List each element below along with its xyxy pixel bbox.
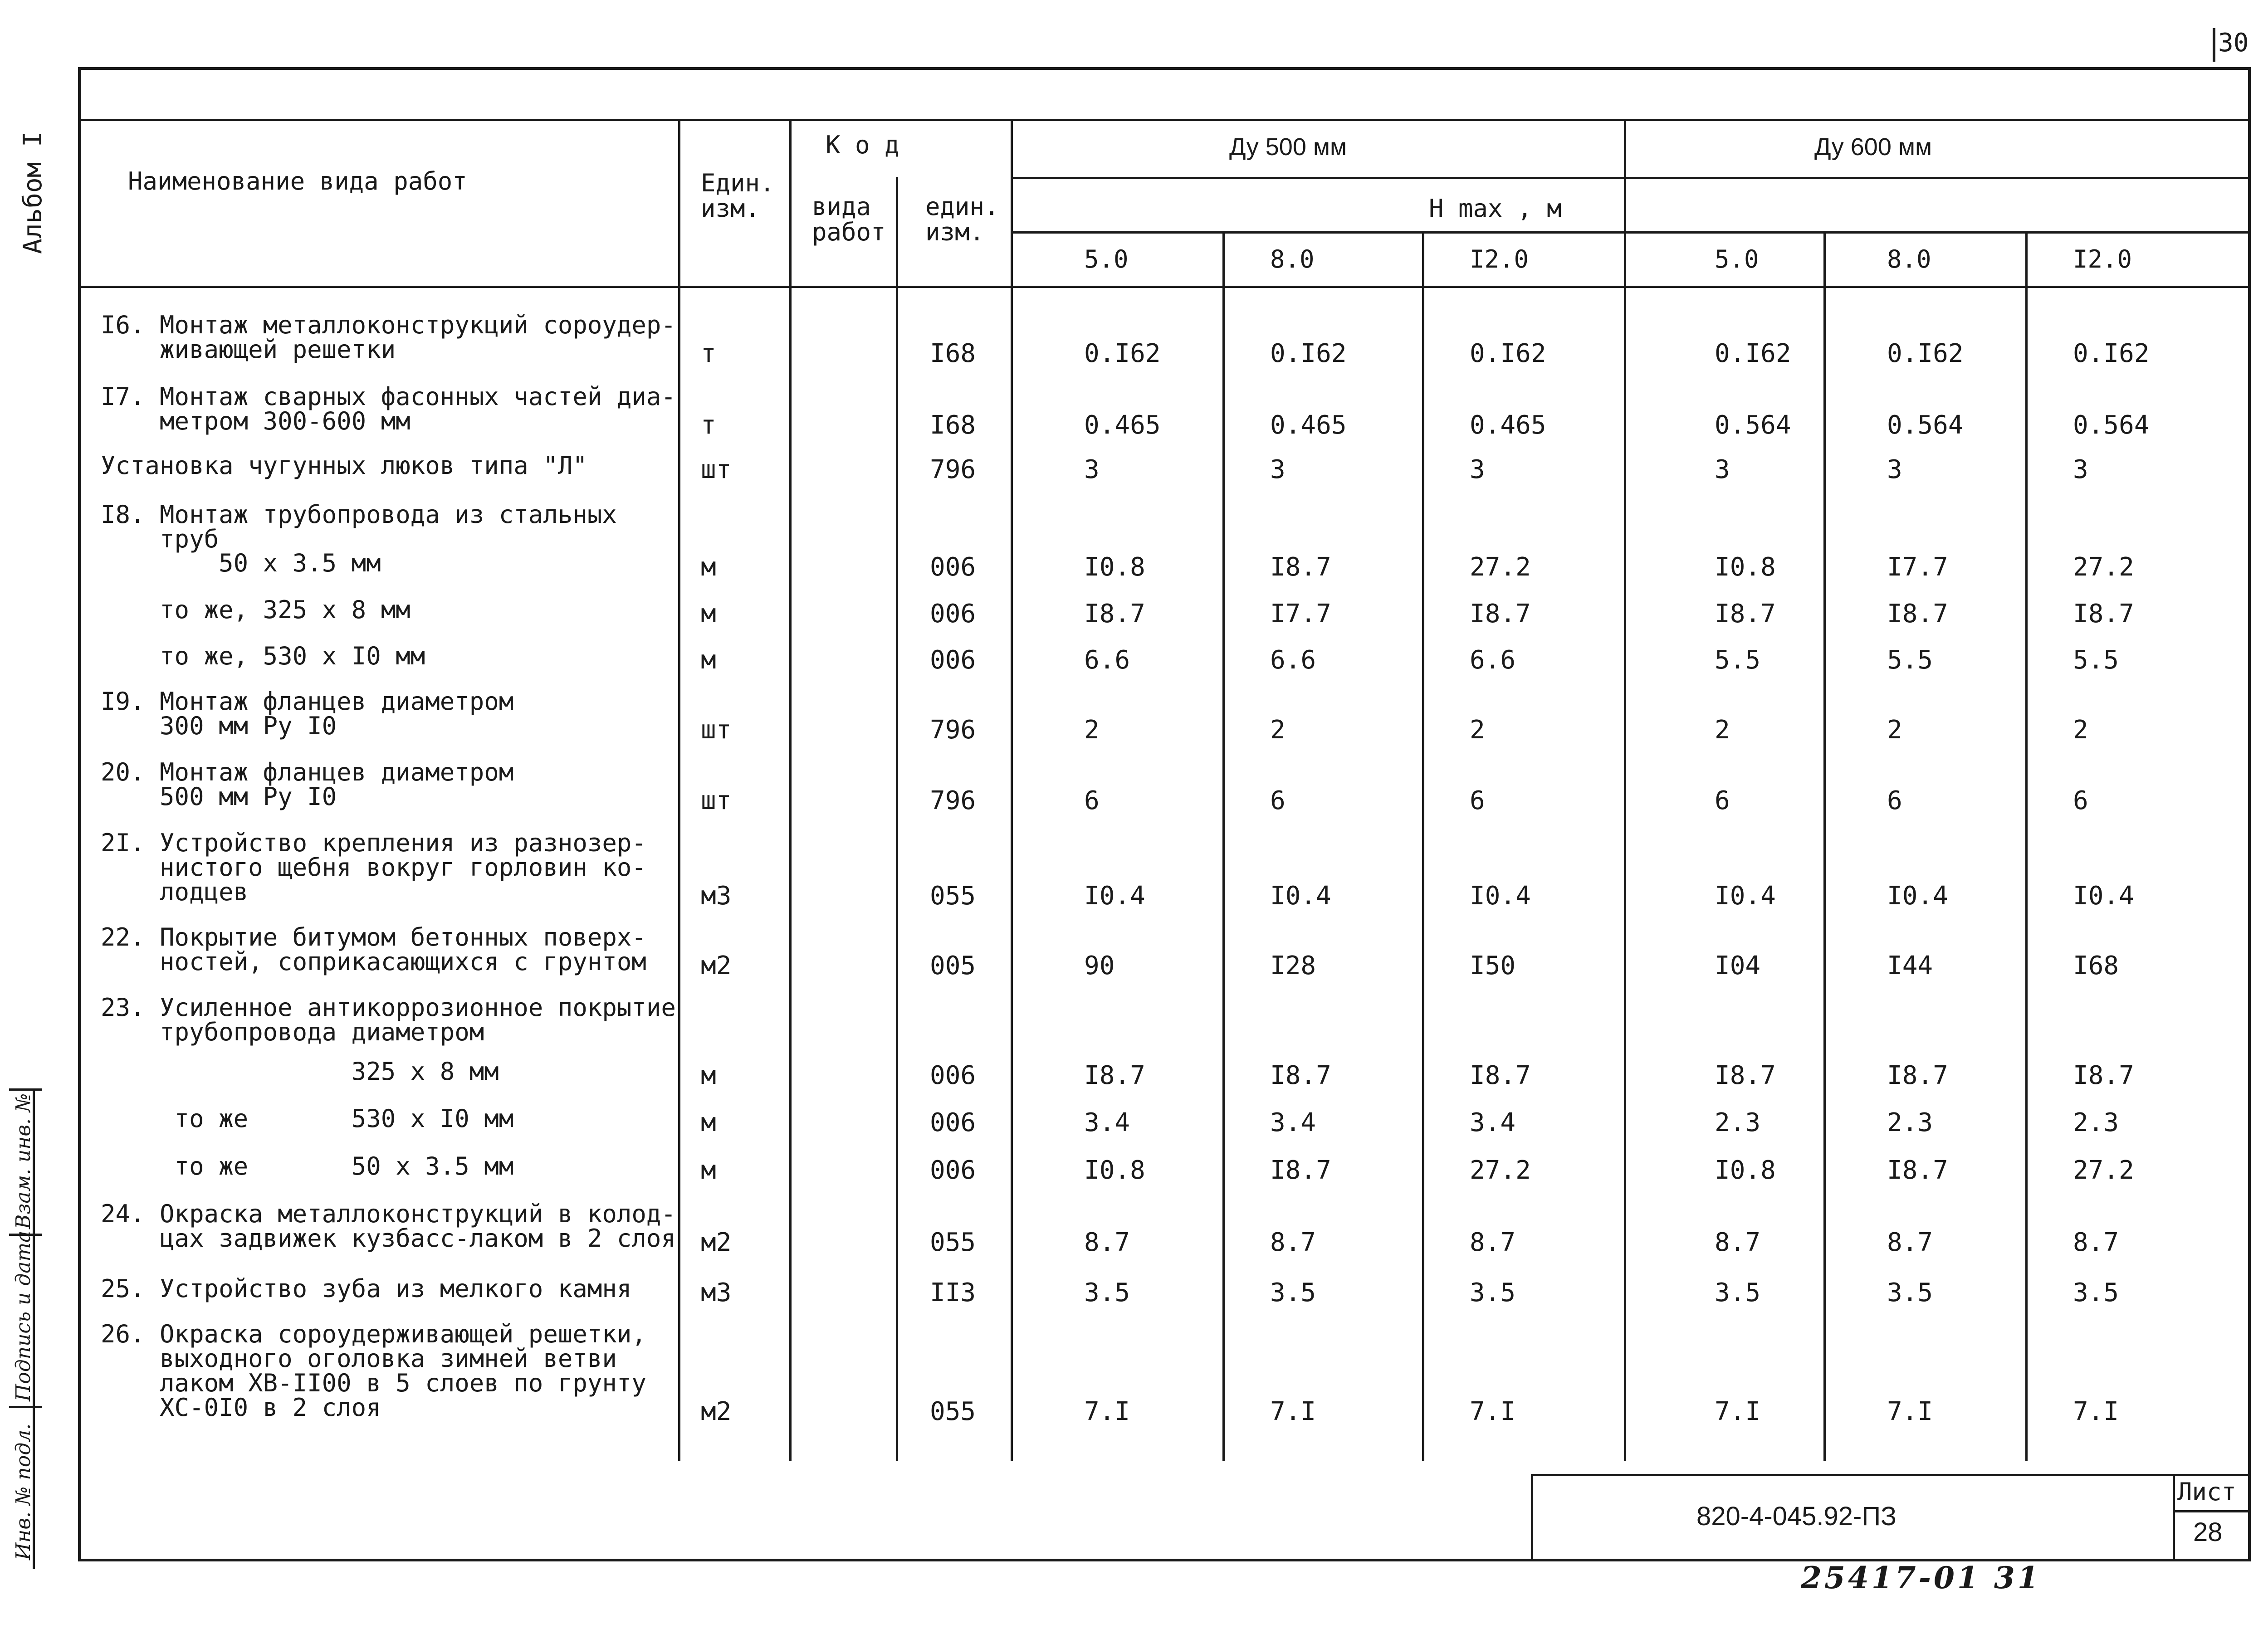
value-cell: I28	[1270, 951, 1316, 980]
value-cell: 2	[1470, 715, 1485, 745]
value-cell: 6	[1715, 786, 1730, 815]
value-cell: I8.7	[1270, 552, 1331, 582]
work-name: то же, 530 х I0 мм	[101, 642, 425, 670]
value-cell: I0.4	[2073, 881, 2134, 911]
value-cell: 0.I62	[2073, 339, 2150, 368]
work-name: то же 50 х 3.5 мм	[101, 1152, 514, 1180]
value-cell: 3	[1084, 455, 1100, 484]
unit-cell: шт	[701, 715, 732, 745]
work-name: 2I. Устройство крепления из разнозер- нистого щебня вокруг горловин ко- лодцев	[101, 829, 646, 906]
unit-cell: м	[701, 1156, 716, 1185]
value-cell: 0.I62	[1887, 339, 1964, 368]
value-cell: 27.2	[2073, 1156, 2134, 1185]
value-cell: 3.4	[1084, 1108, 1130, 1137]
value-cell: 0.465	[1270, 410, 1347, 440]
value-cell: 7.I	[2073, 1397, 2119, 1426]
code-cell: 796	[930, 455, 976, 484]
value-cell: 3	[1887, 455, 1902, 484]
work-name: 23. Усиленное антикоррозионное покрытие трубопровода диаметром	[101, 993, 676, 1046]
value-cell: 6.6	[1470, 645, 1516, 675]
value-cell: 27.2	[1470, 1156, 1531, 1185]
value-cell: I8.7	[1084, 599, 1145, 629]
work-name: 24. Окраска металлоконструкций в колод- цах задвижек кузбасс-лаком в 2 слоя	[101, 1200, 676, 1253]
value-cell: I0.8	[1715, 1156, 1776, 1185]
value-cell: I0.8	[1715, 552, 1776, 582]
sheet-number: 28	[2193, 1517, 2223, 1547]
work-name: Установка чугунных люков типа "Л"	[101, 451, 587, 480]
value-cell: I7.7	[1887, 552, 1948, 582]
work-name: 25. Устройство зуба из мелкого камня	[101, 1274, 632, 1303]
work-name: 20. Монтаж фланцев диаметром 500 мм Ру I0	[101, 758, 514, 811]
value-cell: 6	[1270, 786, 1286, 815]
value-cell: 0.I62	[1470, 339, 1546, 368]
header-code-unit: един. изм.	[925, 192, 999, 246]
unit-cell: м	[701, 1108, 716, 1137]
value-cell: I8.7	[1887, 1156, 1948, 1185]
header-group-500: Ду 500 мм	[1229, 133, 1347, 161]
value-cell: 6	[1887, 786, 1902, 815]
unit-cell: м	[701, 599, 716, 629]
footer-left-line	[1531, 1474, 1533, 1561]
value-cell: 2	[1084, 715, 1100, 745]
footer-sheet-line	[2173, 1510, 2251, 1512]
unit-cell: м2	[701, 951, 732, 980]
code-cell: I68	[930, 339, 976, 368]
work-name: то же 530 х I0 мм	[101, 1104, 514, 1133]
code-cell: 055	[930, 1228, 976, 1257]
work-name: I8. Монтаж трубопровода из стальных труб	[101, 500, 617, 553]
value-cell: 5.5	[1887, 645, 1933, 675]
header-hmax: H max , м	[1429, 194, 1562, 223]
value-cell: I8.7	[1470, 1061, 1531, 1090]
value-cell: 6	[1470, 786, 1485, 815]
work-name: то же, 325 х 8 мм	[101, 595, 411, 624]
value-cell: I0.4	[1887, 881, 1948, 911]
header-height-1: 5.0	[1084, 245, 1129, 273]
code-cell: 006	[930, 1061, 976, 1090]
value-cell: 8.7	[1084, 1228, 1130, 1257]
value-cell: 3	[1715, 455, 1730, 484]
value-cell: 3.4	[1270, 1108, 1316, 1137]
code-cell: 006	[930, 552, 976, 582]
value-cell: 0.564	[2073, 410, 2150, 440]
header-work-name: Наименование вида работ	[128, 167, 467, 195]
value-cell: I50	[1470, 951, 1516, 980]
value-cell: 3	[1270, 455, 1286, 484]
value-cell: 3.5	[1887, 1278, 1933, 1307]
col-divider-code-unit	[896, 177, 898, 1461]
value-cell: I7.7	[1270, 599, 1331, 629]
value-cell: 2	[1887, 715, 1902, 745]
value-cell: 90	[1084, 951, 1115, 980]
document-code: 820-4-045.92-ПЗ	[1696, 1502, 1897, 1531]
value-cell: 0.564	[1887, 410, 1964, 440]
col-divider-unit	[678, 119, 680, 1461]
value-cell: I68	[2073, 951, 2119, 980]
col-divider-group	[1624, 119, 1626, 1461]
unit-cell: м3	[701, 881, 732, 911]
code-cell: 006	[930, 645, 976, 675]
unit-cell: м	[701, 1061, 716, 1090]
value-cell: I0.8	[1084, 552, 1145, 582]
unit-cell: м	[701, 645, 716, 675]
col-divider-h12-600	[2025, 231, 2028, 1461]
stamp-label-inventory: Инв. № подл.	[12, 1423, 35, 1560]
value-cell: I8.7	[2073, 599, 2134, 629]
value-cell: I8.7	[1887, 1061, 1948, 1090]
value-cell: 27.2	[2073, 552, 2134, 582]
col-divider-values	[1011, 119, 1013, 1461]
code-cell: 055	[930, 881, 976, 911]
value-cell: 2.3	[2073, 1108, 2119, 1137]
value-cell: 3	[1470, 455, 1485, 484]
value-cell: I8.7	[1887, 599, 1948, 629]
value-cell: 8.7	[2073, 1228, 2119, 1257]
header-height-3: I2.0	[1470, 245, 1529, 273]
sheet-label: Лист	[2177, 1478, 2237, 1506]
value-cell: 5.5	[2073, 645, 2119, 675]
header-unit: Един. изм.	[701, 169, 775, 223]
work-name: 325 х 8 мм	[101, 1057, 499, 1086]
handwritten-number: 25417-01 31	[1801, 1560, 2041, 1595]
code-cell: 796	[930, 715, 976, 745]
work-name: I6. Монтаж металлоконструкций сороудер- живающей решетки	[101, 311, 676, 364]
value-cell: 0.I62	[1270, 339, 1347, 368]
unit-cell: м3	[701, 1278, 732, 1307]
value-cell: 0.I62	[1715, 339, 1791, 368]
header-height-5: 8.0	[1887, 245, 1931, 273]
value-cell: 2	[1270, 715, 1286, 745]
value-cell: 7.I	[1887, 1397, 1933, 1426]
value-cell: 7.I	[1270, 1397, 1316, 1426]
value-cell: I0.8	[1084, 1156, 1145, 1185]
work-name: I9. Монтаж фланцев диаметром 300 мм Ру I0	[101, 687, 514, 740]
value-cell: I0.4	[1270, 881, 1331, 911]
value-cell: 27.2	[1470, 552, 1531, 582]
unit-cell: м2	[701, 1228, 732, 1257]
code-cell: 006	[930, 1108, 976, 1137]
stamp-divider	[9, 1088, 42, 1091]
value-cell: 3.5	[1470, 1278, 1516, 1307]
value-cell: 0.465	[1084, 410, 1161, 440]
unit-cell: шт	[701, 455, 732, 484]
value-cell: 0.I62	[1084, 339, 1161, 368]
value-cell: 2	[1715, 715, 1730, 745]
value-cell: I8.7	[1715, 599, 1776, 629]
header-top-line	[78, 119, 2251, 121]
header-height-2: 8.0	[1270, 245, 1315, 273]
value-cell: 8.7	[1887, 1228, 1933, 1257]
page-number: 30	[2218, 28, 2249, 58]
header-group-600: Ду 600 мм	[1814, 133, 1932, 161]
code-cell: II3	[930, 1278, 976, 1307]
stamp-divider	[9, 1406, 42, 1408]
value-cell: 3.5	[1715, 1278, 1761, 1307]
value-cell: I0.4	[1470, 881, 1531, 911]
value-cell: I04	[1715, 951, 1761, 980]
footer-sheet-divider	[2173, 1474, 2175, 1561]
value-cell: 3	[2073, 455, 2088, 484]
header-height-4: 5.0	[1715, 245, 1759, 273]
album-label: Альбом I	[18, 132, 48, 254]
unit-cell: шт	[701, 786, 732, 815]
value-cell: 7.I	[1084, 1397, 1130, 1426]
col-divider-h8-600	[1823, 231, 1826, 1461]
code-cell: 006	[930, 1156, 976, 1185]
value-cell: 6	[1084, 786, 1100, 815]
value-cell: 8.7	[1270, 1228, 1316, 1257]
code-cell: 796	[930, 786, 976, 815]
value-cell: 7.I	[1470, 1397, 1516, 1426]
value-cell: I8.7	[1270, 1156, 1331, 1185]
value-cell: I8.7	[1084, 1061, 1145, 1090]
page-number-bar	[2213, 28, 2215, 62]
code-cell: 055	[930, 1397, 976, 1426]
value-cell: I8.7	[2073, 1061, 2134, 1090]
header-height-line	[1011, 231, 2251, 234]
unit-cell: м	[701, 552, 716, 582]
unit-cell: т	[701, 339, 716, 368]
stamp-label-signature: Подпись и дата	[12, 1230, 35, 1401]
value-cell: 3.5	[1084, 1278, 1130, 1307]
value-cell: 7.I	[1715, 1397, 1761, 1426]
value-cell: I8.7	[1470, 599, 1531, 629]
code-cell: 005	[930, 951, 976, 980]
col-divider-h12-500	[1422, 231, 1424, 1461]
work-name: I7. Монтаж сварных фасонных частей диа- метром 300-600 мм	[101, 382, 676, 435]
work-name: 22. Покрытие битумом бетонных поверх- ностей, соприкасающихся с грунтом	[101, 923, 646, 976]
value-cell: 6	[2073, 786, 2088, 815]
header-bottom-line	[78, 286, 2251, 288]
value-cell: 3.5	[1270, 1278, 1316, 1307]
value-cell: 2.3	[1715, 1108, 1761, 1137]
work-name: 50 х 3.5 мм	[101, 549, 381, 577]
value-cell: 5.5	[1715, 645, 1761, 675]
value-cell: 0.465	[1470, 410, 1546, 440]
code-cell: 006	[930, 599, 976, 629]
header-code: К о д	[826, 131, 899, 159]
code-cell: I68	[930, 410, 976, 440]
unit-cell: т	[701, 410, 716, 440]
value-cell: I44	[1887, 951, 1933, 980]
value-cell: I8.7	[1270, 1061, 1331, 1090]
value-cell: 8.7	[1470, 1228, 1516, 1257]
header-sub-line	[1011, 177, 2251, 179]
unit-cell: м2	[701, 1397, 732, 1426]
value-cell: 6.6	[1084, 645, 1130, 675]
footer-top-line	[1531, 1474, 2251, 1476]
value-cell: 3.5	[2073, 1278, 2119, 1307]
value-cell: 8.7	[1715, 1228, 1761, 1257]
value-cell: I0.4	[1715, 881, 1776, 911]
value-cell: 0.564	[1715, 410, 1791, 440]
value-cell: 2	[2073, 715, 2088, 745]
col-divider-h8-500	[1222, 231, 1225, 1461]
header-code-work: вида работ	[812, 192, 886, 246]
stamp-label-replacement: Взам. инв. №	[12, 1093, 35, 1229]
value-cell: 6.6	[1270, 645, 1316, 675]
col-divider-code	[789, 119, 792, 1461]
value-cell: 2.3	[1887, 1108, 1933, 1137]
value-cell: I8.7	[1715, 1061, 1776, 1090]
value-cell: 3.4	[1470, 1108, 1516, 1137]
value-cell: I0.4	[1084, 881, 1145, 911]
header-height-6: I2.0	[2073, 245, 2132, 273]
work-name: 26. Окраска сороудерживающей решетки, выходного оголовка зимней ветви лаком ХВ-II00 в 5 слоев по грунту ХС-0I0 в 2 слоя	[101, 1320, 646, 1422]
